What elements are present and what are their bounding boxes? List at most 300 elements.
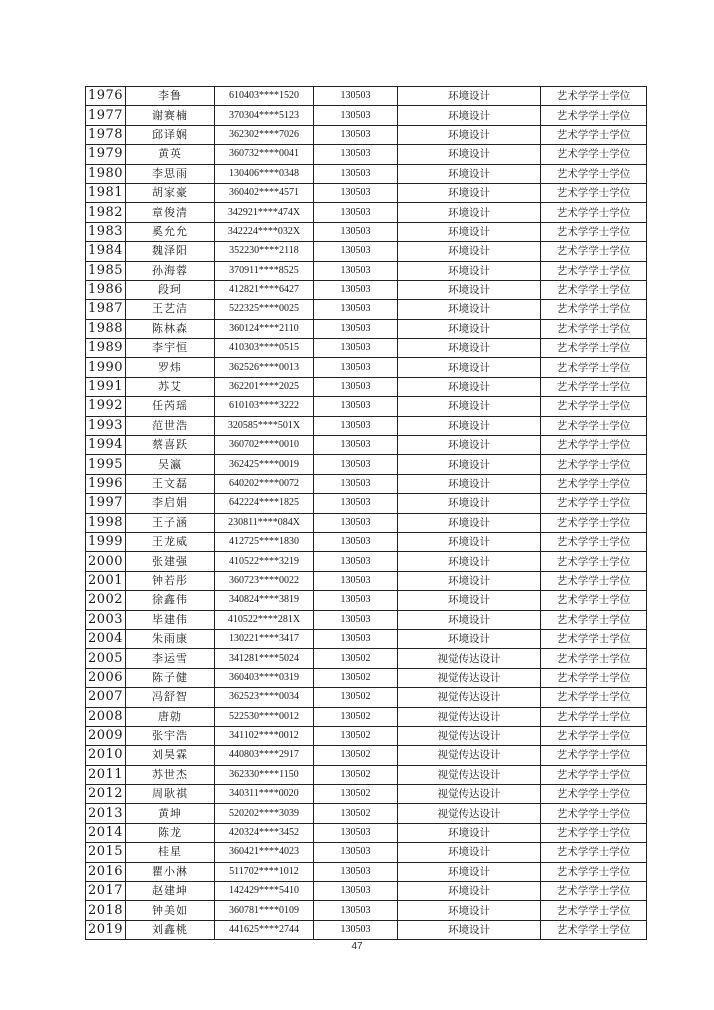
major-name-cell: 环境设计 [398,397,541,416]
major-code-cell: 130502 [314,746,398,765]
table-row [86,532,647,551]
major-name-cell: 视觉传达设计 [398,765,541,784]
table-row [86,377,647,396]
major-name-cell: 环境设计 [398,571,541,590]
id-number-cell: 410303****0515 [215,339,314,358]
row-number-cell: 2013 [86,804,126,823]
degree-name-cell: 艺术学学士学位 [541,668,647,687]
major-name-cell: 环境设计 [398,532,541,551]
table-row [86,901,647,920]
major-name-cell: 环境设计 [398,183,541,202]
major-code-cell: 130503 [314,513,398,532]
id-number-cell: 441625****2744 [215,920,314,939]
id-number-cell: 410522****281X [215,610,314,629]
row-number-cell: 1980 [86,164,126,183]
id-number-cell: 370911****8525 [215,261,314,280]
table-row [86,668,647,687]
id-number-cell: 520202****3039 [215,804,314,823]
major-name-cell: 环境设计 [398,377,541,396]
major-code-cell: 130503 [314,125,398,144]
major-code-cell: 130503 [314,532,398,551]
id-number-cell: 511702****1012 [215,862,314,881]
row-number-cell: 2014 [86,823,126,842]
student-name-cell: 陈子健 [126,668,215,687]
row-number-cell: 1989 [86,339,126,358]
table-row [86,397,647,416]
id-number-cell: 610403****1520 [215,87,314,106]
row-number-cell: 2001 [86,571,126,590]
table-row [86,726,647,745]
major-name-cell: 环境设计 [398,882,541,901]
major-code-cell: 130503 [314,882,398,901]
major-name-cell: 环境设计 [398,843,541,862]
id-number-cell: 341281****5024 [215,649,314,668]
major-name-cell: 环境设计 [398,436,541,455]
student-name-cell: 朱雨康 [126,629,215,648]
table-row [86,183,647,202]
student-name-cell: 黄坤 [126,804,215,823]
student-name-cell: 章俊清 [126,203,215,222]
id-number-cell: 340311****0020 [215,785,314,804]
student-name-cell: 胡家豪 [126,183,215,202]
id-number-cell: 440803****2917 [215,746,314,765]
row-number-cell: 1979 [86,145,126,164]
degree-name-cell: 艺术学学士学位 [541,571,647,590]
student-name-cell: 苏艾 [126,377,215,396]
id-number-cell: 522325****0025 [215,300,314,319]
table-row [86,513,647,532]
row-number-cell: 1987 [86,300,126,319]
degree-name-cell: 艺术学学士学位 [541,164,647,183]
degree-name-cell: 艺术学学士学位 [541,280,647,299]
row-number-cell: 1997 [86,494,126,513]
degree-name-cell: 艺术学学士学位 [541,183,647,202]
degree-name-cell: 艺术学学士学位 [541,823,647,842]
row-number-cell: 1996 [86,474,126,493]
student-name-cell: 李宇恒 [126,339,215,358]
row-number-cell: 1994 [86,436,126,455]
student-name-cell: 苏世杰 [126,765,215,784]
degree-name-cell: 艺术学学士学位 [541,610,647,629]
student-name-cell: 王龙威 [126,532,215,551]
row-number-cell: 1984 [86,242,126,261]
degree-name-cell: 艺术学学士学位 [541,765,647,784]
major-name-cell: 环境设计 [398,339,541,358]
id-number-cell: 360702****0010 [215,436,314,455]
table-row [86,87,647,106]
major-name-cell: 环境设计 [398,474,541,493]
student-name-cell: 冯舒智 [126,688,215,707]
major-code-cell: 130503 [314,629,398,648]
id-number-cell: 362526****0013 [215,358,314,377]
row-number-cell: 1992 [86,397,126,416]
id-number-cell: 320585****501X [215,416,314,435]
major-name-cell: 视觉传达设计 [398,746,541,765]
row-number-cell: 1991 [86,377,126,396]
degree-name-cell: 艺术学学士学位 [541,901,647,920]
row-number-cell: 2011 [86,765,126,784]
major-code-cell: 130503 [314,319,398,338]
major-code-cell: 130503 [314,164,398,183]
row-number-cell: 2002 [86,591,126,610]
table-row [86,300,647,319]
table-row [86,629,647,648]
degree-name-cell: 艺术学学士学位 [541,125,647,144]
major-code-cell: 130503 [314,494,398,513]
table-row [86,436,647,455]
major-name-cell: 环境设计 [398,222,541,241]
degree-name-cell: 艺术学学士学位 [541,532,647,551]
table-row [86,164,647,183]
id-number-cell: 362523****0034 [215,688,314,707]
major-code-cell: 130503 [314,474,398,493]
major-name-cell: 视觉传达设计 [398,668,541,687]
student-name-cell: 王艺洁 [126,300,215,319]
major-name-cell: 环境设计 [398,610,541,629]
row-number-cell: 1976 [86,87,126,106]
id-number-cell: 360781****0109 [215,901,314,920]
degree-name-cell: 艺术学学士学位 [541,552,647,571]
major-name-cell: 环境设计 [398,242,541,261]
major-code-cell: 130503 [314,203,398,222]
degree-name-cell: 艺术学学士学位 [541,242,647,261]
major-name-cell: 环境设计 [398,280,541,299]
student-name-cell: 钟美如 [126,901,215,920]
degree-name-cell: 艺术学学士学位 [541,339,647,358]
degree-name-cell: 艺术学学士学位 [541,862,647,881]
major-code-cell: 130502 [314,785,398,804]
student-name-cell: 刘昊霖 [126,746,215,765]
id-number-cell: 522530****0012 [215,707,314,726]
major-code-cell: 130502 [314,726,398,745]
table-row [86,125,647,144]
major-code-cell: 130503 [314,377,398,396]
major-code-cell: 130503 [314,823,398,842]
student-name-cell: 范世浩 [126,416,215,435]
table-row [86,416,647,435]
major-code-cell: 130502 [314,668,398,687]
id-number-cell: 642224****1825 [215,494,314,513]
id-number-cell: 360403****0319 [215,668,314,687]
degree-name-cell: 艺术学学士学位 [541,688,647,707]
major-name-cell: 环境设计 [398,203,541,222]
table-row [86,339,647,358]
degree-name-cell: 艺术学学士学位 [541,222,647,241]
student-name-cell: 周耿祺 [126,785,215,804]
student-name-cell: 李启娟 [126,494,215,513]
row-number-cell: 1983 [86,222,126,241]
id-number-cell: 360402****4571 [215,183,314,202]
roster-body [86,87,647,940]
table-row [86,242,647,261]
table-row [86,843,647,862]
table-row [86,746,647,765]
degree-name-cell: 艺术学学士学位 [541,494,647,513]
table-row [86,571,647,590]
major-code-cell: 130503 [314,571,398,590]
row-number-cell: 1990 [86,358,126,377]
id-number-cell: 362425****0019 [215,455,314,474]
degree-name-cell: 艺术学学士学位 [541,300,647,319]
table-row [86,358,647,377]
table-row [86,862,647,881]
student-name-cell: 王文磊 [126,474,215,493]
degree-name-cell: 艺术学学士学位 [541,629,647,648]
degree-name-cell: 艺术学学士学位 [541,436,647,455]
table-row [86,455,647,474]
student-name-cell: 张宇浩 [126,726,215,745]
degree-name-cell: 艺术学学士学位 [541,785,647,804]
major-name-cell: 环境设计 [398,552,541,571]
id-number-cell: 412821****6427 [215,280,314,299]
id-number-cell: 360723****0022 [215,571,314,590]
row-number-cell: 1999 [86,532,126,551]
student-name-cell: 黄英 [126,145,215,164]
degree-name-cell: 艺术学学士学位 [541,377,647,396]
major-name-cell: 环境设计 [398,901,541,920]
degree-name-cell: 艺术学学士学位 [541,726,647,745]
id-number-cell: 360732****0041 [215,145,314,164]
table-row [86,474,647,493]
page-number: 47 [351,941,363,952]
major-code-cell: 130503 [314,862,398,881]
degree-name-cell: 艺术学学士学位 [541,649,647,668]
major-code-cell: 130503 [314,416,398,435]
degree-name-cell: 艺术学学士学位 [541,920,647,939]
id-number-cell: 610103****3222 [215,397,314,416]
student-name-cell: 李鲁 [126,87,215,106]
row-number-cell: 2016 [86,862,126,881]
student-name-cell: 李运雪 [126,649,215,668]
major-name-cell: 环境设计 [398,494,541,513]
degree-name-cell: 艺术学学士学位 [541,87,647,106]
row-number-cell: 1985 [86,261,126,280]
table-row [86,106,647,125]
student-name-cell: 毕建伟 [126,610,215,629]
student-name-cell: 罗炜 [126,358,215,377]
student-name-cell: 吴瀛 [126,455,215,474]
degree-name-cell: 艺术学学士学位 [541,591,647,610]
degree-name-cell: 艺术学学士学位 [541,106,647,125]
student-name-cell: 钟若彤 [126,571,215,590]
id-number-cell: 362201****2025 [215,377,314,396]
row-number-cell: 1986 [86,280,126,299]
table-row [86,804,647,823]
row-number-cell: 2018 [86,901,126,920]
major-name-cell: 环境设计 [398,862,541,881]
id-number-cell: 340824****3819 [215,591,314,610]
major-code-cell: 130503 [314,901,398,920]
table-row [86,707,647,726]
student-name-cell: 蔡喜跃 [126,436,215,455]
degree-name-cell: 艺术学学士学位 [541,513,647,532]
row-number-cell: 2009 [86,726,126,745]
row-number-cell: 2000 [86,552,126,571]
student-name-cell: 刘鑫桃 [126,920,215,939]
degree-name-cell: 艺术学学士学位 [541,804,647,823]
major-name-cell: 环境设计 [398,629,541,648]
major-name-cell: 环境设计 [398,261,541,280]
major-name-cell: 视觉传达设计 [398,688,541,707]
table-row [86,222,647,241]
major-name-cell: 环境设计 [398,125,541,144]
major-code-cell: 130503 [314,339,398,358]
degree-name-cell: 艺术学学士学位 [541,397,647,416]
degree-name-cell: 艺术学学士学位 [541,843,647,862]
table-row [86,203,647,222]
major-code-cell: 130503 [314,261,398,280]
degree-name-cell: 艺术学学士学位 [541,319,647,338]
row-number-cell: 2019 [86,920,126,939]
major-code-cell: 130503 [314,222,398,241]
row-number-cell: 2015 [86,843,126,862]
id-number-cell: 130406****0348 [215,164,314,183]
row-number-cell: 2017 [86,882,126,901]
degree-name-cell: 艺术学学士学位 [541,882,647,901]
id-number-cell: 640202****0072 [215,474,314,493]
major-code-cell: 130503 [314,843,398,862]
major-code-cell: 130503 [314,610,398,629]
major-name-cell: 视觉传达设计 [398,785,541,804]
table-row [86,882,647,901]
major-name-cell: 环境设计 [398,319,541,338]
major-code-cell: 130503 [314,436,398,455]
table-row [86,610,647,629]
major-code-cell: 130502 [314,765,398,784]
id-number-cell: 342224****032X [215,222,314,241]
id-number-cell: 342921****474X [215,203,314,222]
table-row [86,280,647,299]
row-number-cell: 2005 [86,649,126,668]
table-row [86,823,647,842]
student-name-cell: 魏泽阳 [126,242,215,261]
student-name-cell: 瞿小淋 [126,862,215,881]
major-code-cell: 130503 [314,552,398,571]
degree-name-cell: 艺术学学士学位 [541,145,647,164]
student-name-cell: 陈龙 [126,823,215,842]
student-name-cell: 邱译娴 [126,125,215,144]
major-name-cell: 环境设计 [398,823,541,842]
degree-roster [85,86,646,940]
row-number-cell: 2006 [86,668,126,687]
major-code-cell: 130503 [314,145,398,164]
major-name-cell: 环境设计 [398,87,541,106]
table-row [86,261,647,280]
id-number-cell: 230811****084X [215,513,314,532]
major-name-cell: 环境设计 [398,513,541,532]
table-row [86,591,647,610]
student-name-cell: 桂星 [126,843,215,862]
row-number-cell: 1995 [86,455,126,474]
major-name-cell: 视觉传达设计 [398,649,541,668]
table-row [86,494,647,513]
major-code-cell: 130503 [314,358,398,377]
major-name-cell: 视觉传达设计 [398,726,541,745]
row-number-cell: 1982 [86,203,126,222]
degree-name-cell: 艺术学学士学位 [541,474,647,493]
major-code-cell: 130503 [314,242,398,261]
row-number-cell: 1998 [86,513,126,532]
student-name-cell: 张建强 [126,552,215,571]
id-number-cell: 370304****5123 [215,106,314,125]
student-name-cell: 徐鑫伟 [126,591,215,610]
major-code-cell: 130502 [314,804,398,823]
major-code-cell: 130502 [314,649,398,668]
student-name-cell: 谢赛楠 [126,106,215,125]
row-number-cell: 2008 [86,707,126,726]
major-name-cell: 环境设计 [398,416,541,435]
degree-name-cell: 艺术学学士学位 [541,358,647,377]
major-code-cell: 130503 [314,183,398,202]
degree-name-cell: 艺术学学士学位 [541,416,647,435]
major-name-cell: 视觉传达设计 [398,804,541,823]
degree-name-cell: 艺术学学士学位 [541,455,647,474]
row-number-cell: 1978 [86,125,126,144]
row-number-cell: 2012 [86,785,126,804]
id-number-cell: 360124****2110 [215,319,314,338]
student-name-cell: 奚允允 [126,222,215,241]
id-number-cell: 362302****7026 [215,125,314,144]
student-name-cell: 任芮瑶 [126,397,215,416]
major-name-cell: 环境设计 [398,920,541,939]
major-code-cell: 130503 [314,591,398,610]
major-code-cell: 130503 [314,920,398,939]
major-code-cell: 130503 [314,280,398,299]
row-number-cell: 1977 [86,106,126,125]
major-name-cell: 环境设计 [398,455,541,474]
major-code-cell: 130503 [314,106,398,125]
student-name-cell: 王子涵 [126,513,215,532]
table-row [86,319,647,338]
row-number-cell: 2010 [86,746,126,765]
major-name-cell: 环境设计 [398,145,541,164]
degree-name-cell: 艺术学学士学位 [541,746,647,765]
row-number-cell: 1981 [86,183,126,202]
major-code-cell: 130503 [314,397,398,416]
major-name-cell: 环境设计 [398,106,541,125]
id-number-cell: 142429****5410 [215,882,314,901]
student-name-cell: 段珂 [126,280,215,299]
id-number-cell: 420324****3452 [215,823,314,842]
student-name-cell: 陈林森 [126,319,215,338]
student-name-cell: 唐勍 [126,707,215,726]
table-row [86,765,647,784]
table-row [86,145,647,164]
degree-name-cell: 艺术学学士学位 [541,261,647,280]
student-name-cell: 李思雨 [126,164,215,183]
id-number-cell: 412725****1830 [215,532,314,551]
id-number-cell: 341102****0012 [215,726,314,745]
id-number-cell: 362330****1150 [215,765,314,784]
major-code-cell: 130503 [314,87,398,106]
table-row [86,552,647,571]
id-number-cell: 360421****4023 [215,843,314,862]
table-row [86,920,647,939]
id-number-cell: 410522****3219 [215,552,314,571]
id-number-cell: 352230****2118 [215,242,314,261]
major-name-cell: 视觉传达设计 [398,707,541,726]
roster-table [85,86,647,940]
major-name-cell: 环境设计 [398,591,541,610]
row-number-cell: 1993 [86,416,126,435]
table-row [86,649,647,668]
major-code-cell: 130502 [314,688,398,707]
major-code-cell: 130502 [314,707,398,726]
student-name-cell: 赵建坤 [126,882,215,901]
major-name-cell: 环境设计 [398,358,541,377]
row-number-cell: 2003 [86,610,126,629]
degree-name-cell: 艺术学学士学位 [541,707,647,726]
